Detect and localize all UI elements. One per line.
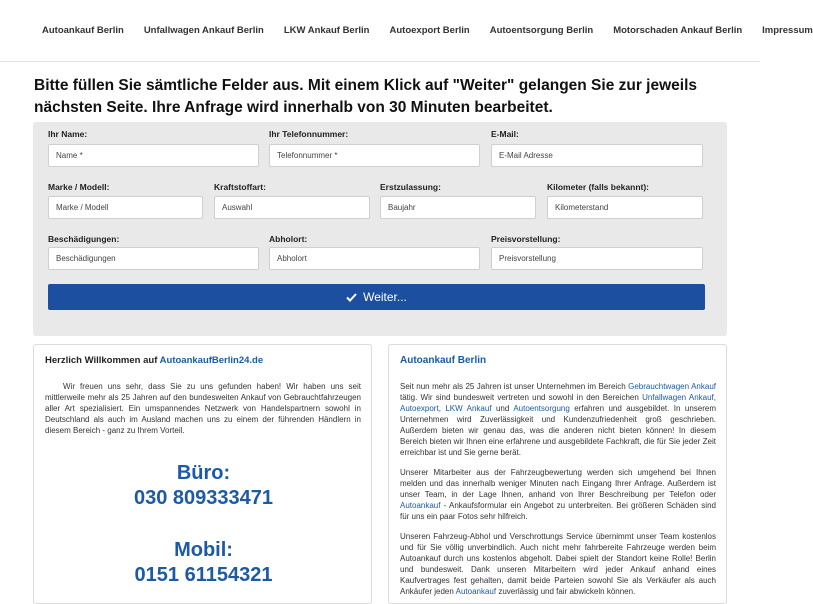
p3-text-a: Unseren Fahrzeug-Abhol und Verschrottungs Service übernimmt unser Team kostenlos und für Sie völlig unverbindlich. Auch nicht mehr fahrbereite Fahrzeuge werden beim Autoankauf durch uns kostenlos abgeholt. Dabei spielt der Standort keine Rolle! Berlin und bundesweit. Dank unseren Mitarbeitern wird jeder Ankauf anhand eines Kaufvertrages fest gehalten, damit beide Parteien sowohl Sie als Verkäufer als auch Ankäufer jeden [400,532,716,596]
welcome-panel [33,344,372,604]
checkmark-icon [346,293,357,302]
link-autoexport[interactable]: Autoexport [400,404,439,413]
top-navigation [0,0,813,62]
info-paragraph-1: Seit nun mehr als 25 Jahren ist unser Unternehmen im Bereich Gebrauchtwagen Ankauf tätig. Wir sind bundesweit vertreten und sowohl in den Bereichen Unfallwagen Ankauf, Autoexport, LKW Ankauf und Autoentsorgung erfahren und ausgebildet. In unserem Unternehmen wird Zuverlässigkeit und Kundenzufriedenheit groß geschrieben. Außerdem bieten wir genau das, was die anderen nicht bieten können! In diesem Bereich bieten wir Ihnen eine erfahrene und ausgebildete Fachkraft, die für Sie jeder Zeit erreichbar ist und Sie gerne berät. [400,382,717,457]
link-autoankauf-2[interactable]: Autoankauf [455,587,497,596]
office-label: Büro: [176,462,231,484]
price-label: Preisvorstellung: [491,234,561,244]
welcome-text: Wir freuen uns sehr, dass Sie zu uns gefunden haben! Wir haben uns seit mittlerweile mehr als 25 Jahren auf den bundesweiten Ankauf von Gebrauchtfahrzeugen aller Art spezialisiert. Ein umspannendes Netzwerk von Handelspartnern sowohl in Deutschland als auch im Ausland machen uns zu einem der führenden Händlern in diesem Bereich - ganz zu Ihrem Vorteil. [45,382,361,435]
inquiry-form [33,122,727,336]
damage-label: Beschädigungen: [48,234,120,244]
nav-motorschaden-ankauf-berlin[interactable]: Motorschaden Ankauf Berlin [613,25,743,36]
mobile-label: Mobil: [174,539,233,561]
price-input[interactable]: Preisvorstellung [491,247,703,270]
info-paragraph-3 [400,531,716,597]
registration-label: Erstzulassung: [380,182,441,192]
nav-autoentsorgung-berlin[interactable]: Autoentsorgung Berlin [489,25,594,36]
pickup-label: Abholort: [269,234,308,244]
nav-impressum[interactable]: Impressum [762,25,813,36]
mobile-phone[interactable]: 0151 61154321 [134,564,273,586]
phone-label: Ihr Telefonnummer: [269,129,349,139]
link-gebrauchtwagen-ankauf[interactable]: Gebrauchtwagen Ankauf [628,382,716,391]
link-autoentsorgung[interactable]: Autoentsorgung [513,404,570,413]
p1-text-d: erfahren und ausgebildet. In unserem Unternehmen wird Zuverlässigkeit und Kundenzufriedenheit groß geschrieben. Außerdem bieten wir genau das, was die anderen nicht bieten können! In diesem Bereich bieten wir Ihnen eine erfahrene und ausgebildete Fachkraft, die für Sie jeder Zeit erreichbar ist und Sie gerne berät. [400,404,716,457]
p1-text-a: Seit nun mehr als 25 Jahren ist unser Unternehmen im Bereich [400,382,626,391]
mileage-input[interactable]: Kilometerstand [547,196,703,219]
mileage-label: Kilometer (falls bekannt): [547,182,650,192]
phone-input[interactable]: Telefonnummer * [269,144,480,167]
welcome-heading [34,345,371,366]
link-unfallwagen-ankauf[interactable]: Unfallwagen Ankauf [642,393,714,402]
site-link[interactable]: AutoankaufBerlin24.de [159,355,264,366]
nav-unfallwagen-ankauf-berlin[interactable]: Unfallwagen Ankauf Berlin [143,25,264,36]
email-input[interactable]: E-Mail Adresse [491,144,703,167]
link-autoankauf-1[interactable]: Autoankauf [400,501,441,510]
office-phone[interactable]: 030 809333471 [133,487,274,509]
p3-text-b: zuverlässig und fair abwickeln können. [498,587,636,596]
name-input[interactable]: Name * [48,144,259,167]
p2-text-b: - Ankaufsformular ein Angebot zu unterbreiten. Bei größeren Schäden sind für uns ein paar Fotos sehr hilfreich. [400,501,716,521]
submit-label: Weiter... [363,290,407,304]
info-paragraph-2 [400,467,716,522]
info-panel [388,344,727,604]
damage-input[interactable]: Beschädigungen [48,247,259,270]
make-label: Marke / Modell: [48,182,110,192]
name-label: Ihr Name: [48,129,88,139]
fuel-label: Kraftstoffart: [214,182,266,192]
submit-button[interactable] [48,284,705,310]
p1-text-b: tätig. Wir sind bundesweit vertreten und sowohl in den Bereichen [400,393,639,402]
welcome-heading-text: Herzlich Willkommen auf [45,355,158,366]
nav-lkw-ankauf-berlin[interactable]: LKW Ankauf Berlin [283,25,370,36]
nav-autoexport-berlin[interactable]: Autoexport Berlin [389,25,470,36]
p2-text-a: Unserer Mitarbeiter aus der Fahrzeugbewertung werden sich umgehend bei Ihnen melden und das innerhalb weniger Minuten nach Eingang Ihrer Anfrage. Außerdem ist unser Team, in der Lage Ihnen, anhand von Ihrer Beschreibung per Telefon oder [400,468,716,499]
email-label: E-Mail: [491,129,519,139]
nav-autoankauf-berlin[interactable]: Autoankauf Berlin [42,25,124,36]
link-lkw-ankauf[interactable]: LKW Ankauf [445,404,492,413]
pickup-input[interactable]: Abholort [269,247,480,270]
info-heading: Autoankauf Berlin [400,355,487,366]
p1-text-c: und [495,404,510,413]
fuel-select[interactable]: Auswahl [214,196,370,219]
make-input[interactable]: Marke / Modell [48,196,203,219]
form-instructions: Bitte füllen Sie sämtliche Felder aus. Mit einem Klick auf "Weiter" gelangen Sie zur jeweils nächsten Seite. Ihre Anfrage wird innerhalb von 30 Minuten bearbeitet. [34,77,698,116]
registration-input[interactable]: Baujahr [380,196,536,219]
